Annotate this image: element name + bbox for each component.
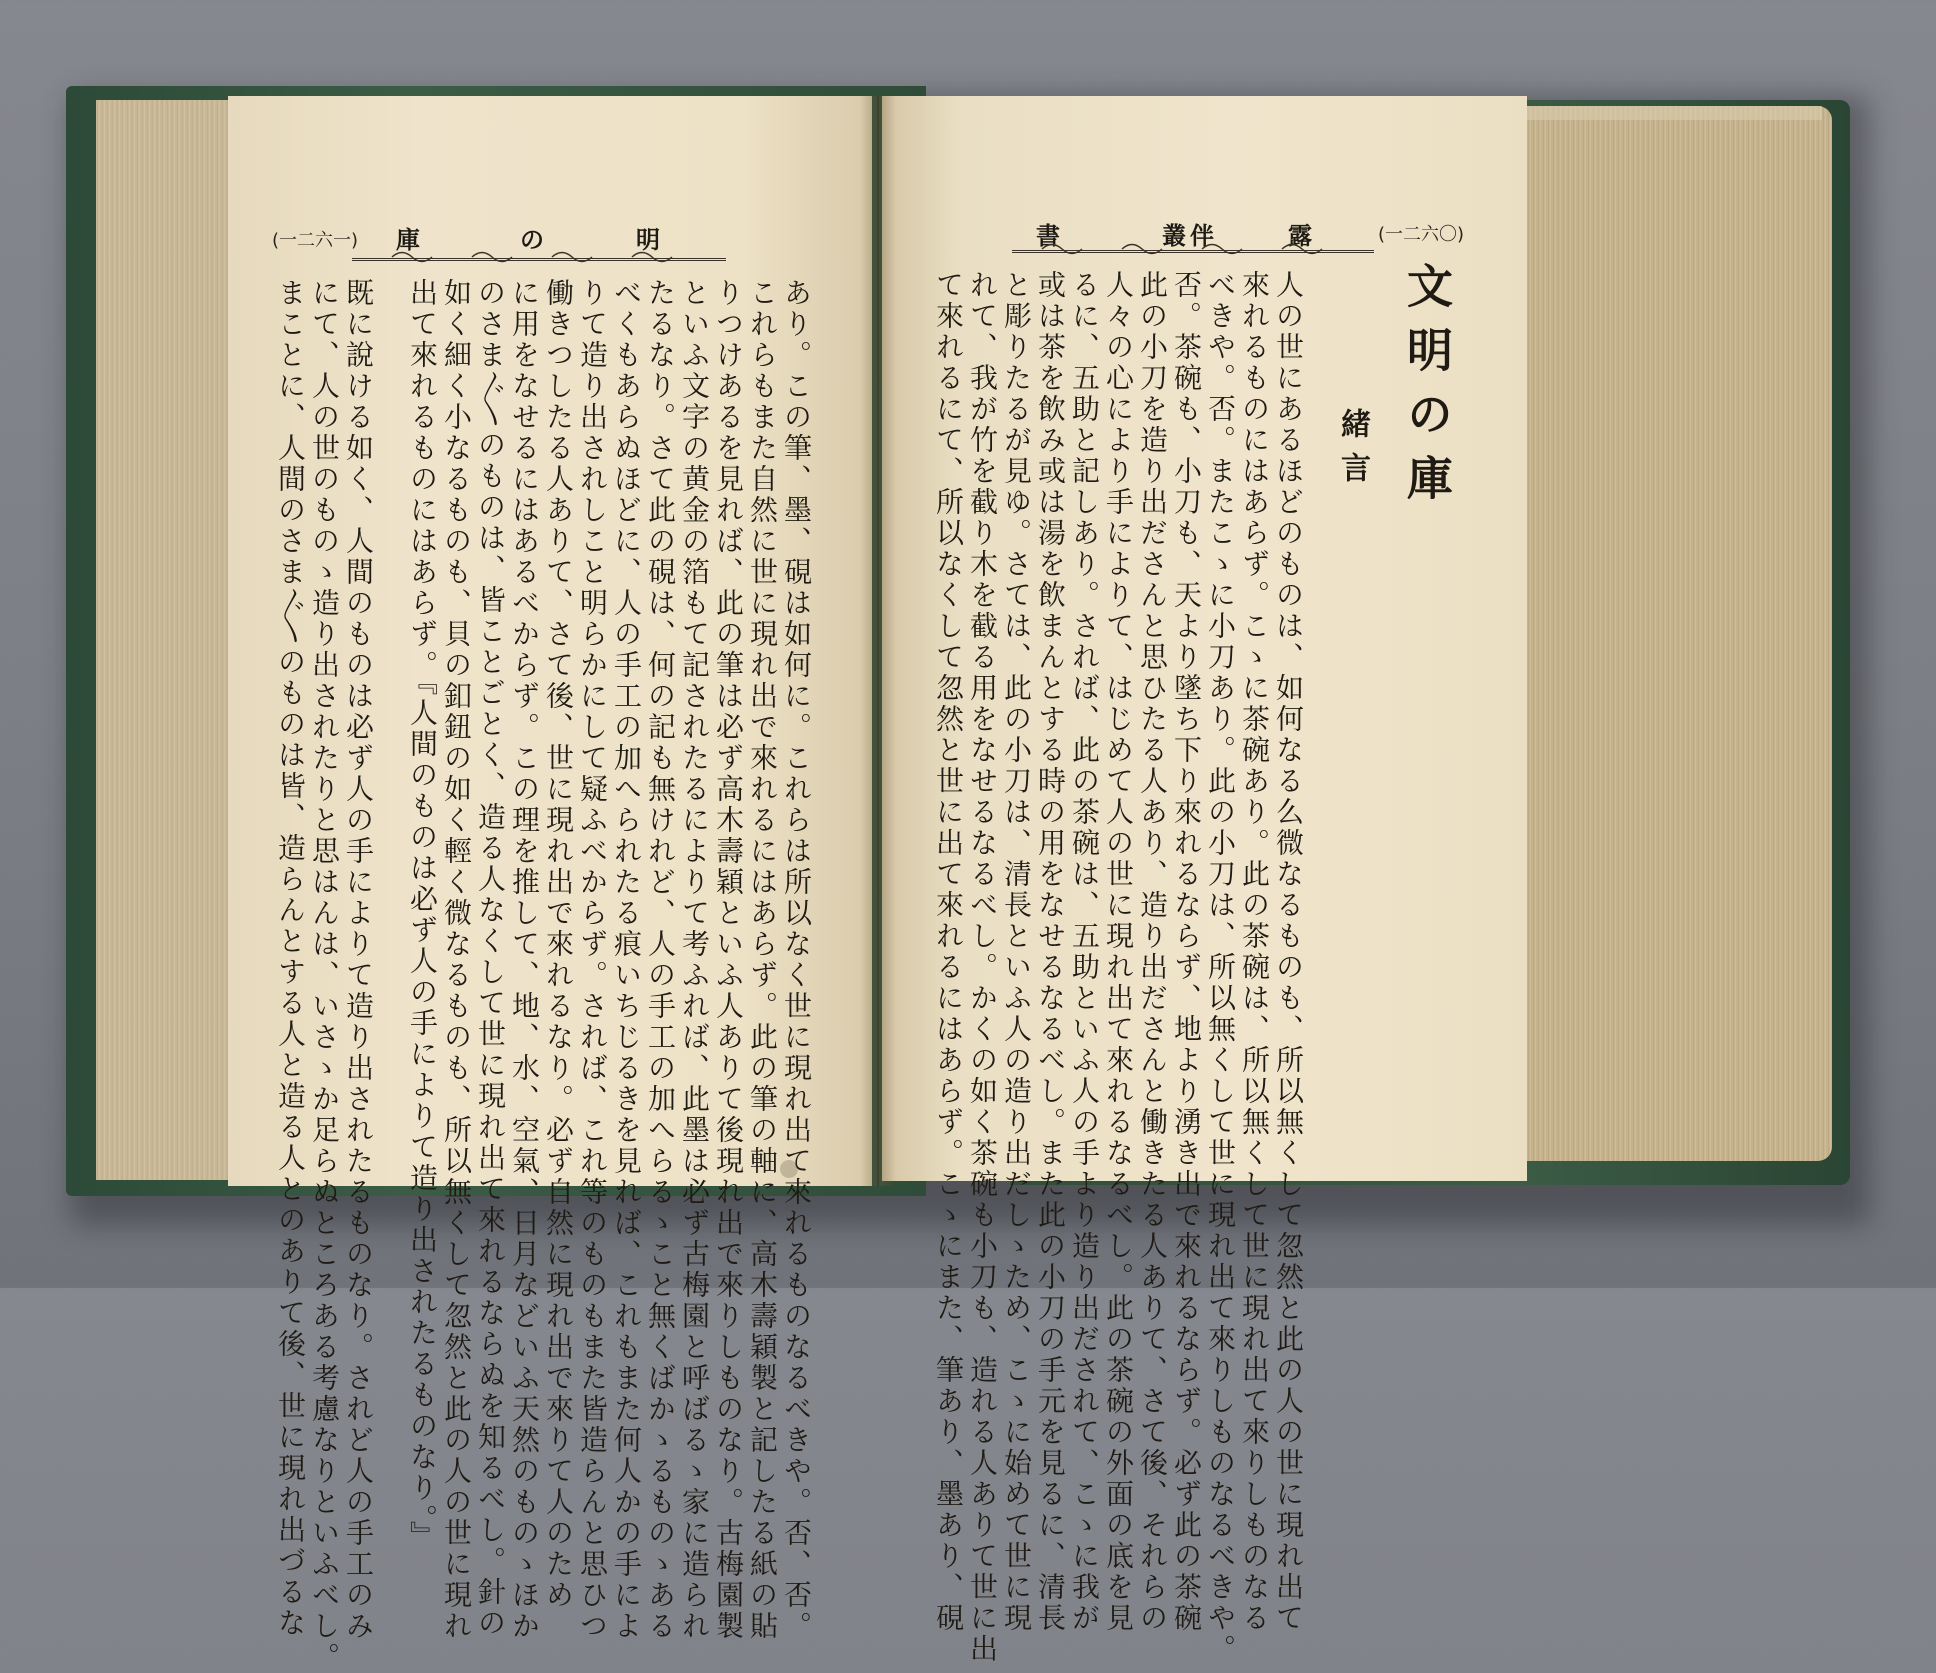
right-text-column: 或は茶を飲み或は湯を飲まんとする時の用をなせるなるべし。また此の小刀の手元を見るに、清長 (1034, 270, 1067, 1634)
left-header-char-1: 庫 (396, 225, 420, 254)
left-text-column: といふ文字の黄金の箔もて記されたるによりて考ふれば、此墨は必ず古梅園と呼ばるゝ家に造られ (678, 278, 711, 1642)
book-gutter (860, 96, 896, 1186)
right-text-column: 此の小刀を造り出ださんと思ひたる人あり、造り出ださんと働きたる人ありて、さて後、それらの (1136, 270, 1169, 1634)
left-text-column: りつけあるを見れば、此の筆は必ず高木壽穎といふ人ありて後現れ出で來りしものなり。古梅園製 (712, 278, 745, 1642)
right-header-char-4: 書 (1036, 221, 1060, 250)
left-text-column: にて、人の世のものゝ造り出されたりと思はんは、いさゝか足らぬところある考慮なりといふべし。 (308, 278, 341, 1673)
left-text-column: まことに、人間のさま〴〵のものは皆、造らんとする人と造る人とのありて後、世に現れ出づるな (274, 278, 307, 1639)
left-text-column: あり。この筆、墨、硯は如何に。これらは所以なく世に現れ出て來れるものなるべきや。否、否。 (780, 278, 813, 1642)
page-stack-left (96, 100, 232, 1180)
left-header-char-2: の (520, 225, 544, 254)
left-text-column: 働きつしたる人ありて、さて後、世に現れ出で來れるなり。必ず自然に現れ出で來りて人のため (542, 278, 575, 1611)
chapter-title: 文明の庫 (1400, 262, 1454, 518)
left-text-column: りて造り出されしこと明らかにして疑ふべからず。されば、これ等のものもまた皆造らんと思ひつ (576, 278, 609, 1642)
left-header-ornament (352, 248, 726, 266)
left-text-column: たるなり。さて此の硯は、何の記も無けれど、人の手工の加へらるゝこと無くばかゝるものゝある (644, 278, 677, 1642)
right-text-column: べきや。否。またこゝに小刀あり。此の小刀は、所以無くして世に現れ出て來りしものなるべきや。 (1204, 270, 1237, 1665)
page-stack-right (1522, 106, 1832, 1161)
right-text-column: るに、五助と記しあり。されば、此の茶碗は、五助といふ人の手より造り出だされて、こゝに我が (1068, 270, 1101, 1634)
left-text-column: これらもまた自然に世に現れ出で來れるにはあらず。此の筆の軸に、高木壽穎製と記したる紙の貼 (746, 278, 779, 1642)
right-header-char-1: 露 (1288, 221, 1312, 250)
left-text-column: のさま〴〵のものは、皆ことごとく、造る人なくして世に現れ出て來れるならぬを知るべし。針の (474, 278, 507, 1639)
left-text-column: に用をなせるにはあるべからず。この理を推して、地、水、空氣、日月などいふ天然のものゝほか (508, 278, 541, 1642)
right-header-char-2: 伴 (1190, 221, 1214, 250)
right-text-column: て來れるにて、所以なくして忽然と世に出て來れるにはあらず。こゝにまた、筆あり、墨あり、硯 (932, 270, 965, 1634)
right-text-column: と彫りたるが見ゆ。さては、此の小刀は、清長といふ人の造り出だしゝため、こゝに始めて世に現 (1000, 270, 1033, 1634)
left-text-column: 既に說ける如く、人間のものは必ず人の手によりて造り出されたるものなり。されど人の手工のみ (342, 278, 375, 1642)
page-stack-right-highlight (1522, 106, 1822, 120)
left-text-column: べくもあらぬほどに、人の手工の加へられたる痕いちじるきを見れば、これもまた何人かの手によ (610, 278, 643, 1642)
right-page-folio: (一二六〇) (1378, 224, 1465, 245)
left-page-folio: (一二六一) (272, 230, 359, 251)
right-text-column: 人々の心により手によりて、はじめて人の世に現れ出て來れるなるべし。此の茶碗の外面の底を見 (1102, 270, 1135, 1634)
chapter-subtitle: 緒言 (1335, 408, 1370, 496)
right-text-column: 來れるものにはあらず。こゝに茶碗あり。此の茶碗は、所以無くして世に現れ出て來りしものなる (1238, 270, 1271, 1634)
left-text-column: 如く細く小なるものも、貝の釦鈕の如く輕く微なるものも、所以無くして忽然と此の人の世に現れ (440, 278, 473, 1642)
page-smudge (780, 1160, 798, 1178)
right-header-char-3: 叢 (1162, 221, 1186, 250)
right-text-column: 人の世にあるほどのものは、如何なる么微なるものも、所以無くして忽然と此の人の世に現れ出て (1272, 270, 1305, 1634)
right-header-ornament (1012, 240, 1374, 258)
right-text-column: 否。茶碗も、小刀も、天より墜ち下り來れるならず、地より湧き出で來れるならず。必ず此の茶碗 (1170, 270, 1203, 1634)
left-text-column: 出て來れるものにはあらず。『人間のものは必ず人の手によりて造り出されたるものなり。』 (406, 278, 439, 1552)
right-text-column: れて、我が竹を截り木を截る用をなせるなるべし。かくの如く茶碗も小刀も、造れる人ありて世に出 (966, 270, 999, 1665)
left-header-char-3: 明 (636, 225, 660, 254)
